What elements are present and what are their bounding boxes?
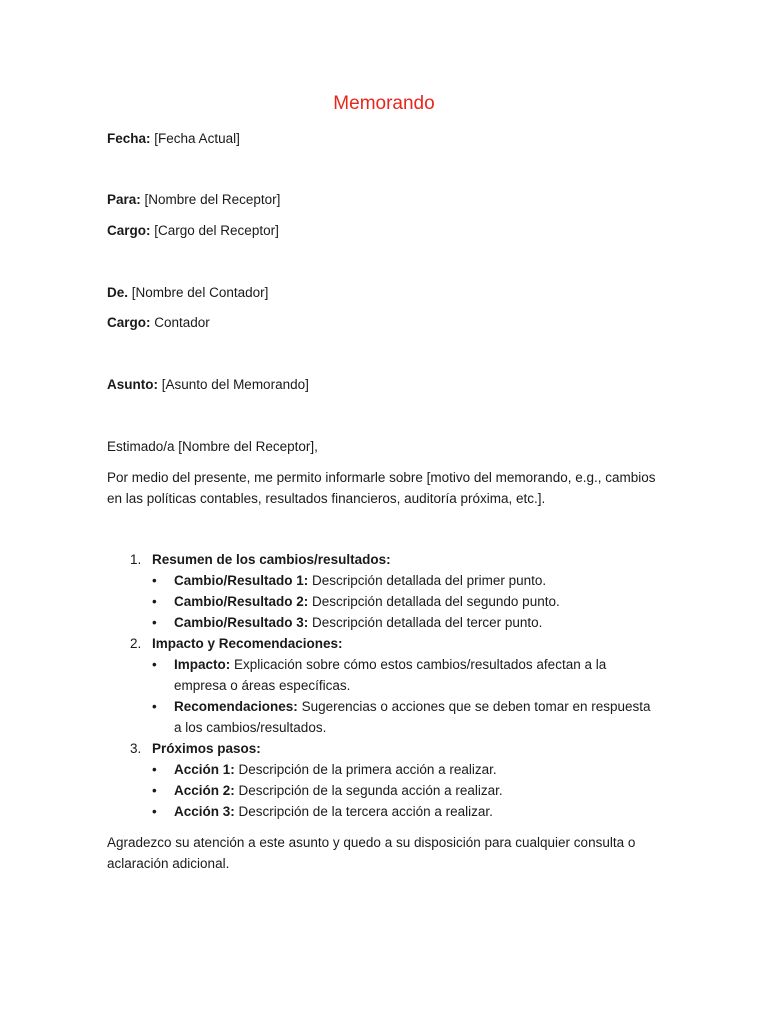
list-item-label: Cambio/Resultado 2:: [174, 594, 309, 609]
list-item: [152, 801, 659, 822]
bullet-icon: •: [152, 762, 157, 777]
list-item-text: Descripción detallada del tercer punto.: [312, 615, 543, 630]
asunto-line: [107, 375, 309, 395]
bullet-icon: •: [152, 783, 157, 798]
section-heading: Próximos pasos:: [152, 741, 261, 756]
section-heading: Resumen de los cambios/resultados:: [152, 552, 391, 567]
para-line: [107, 190, 280, 210]
bullet-icon: •: [152, 573, 157, 588]
list-item: [152, 591, 659, 612]
fecha-line: [107, 129, 240, 149]
fecha-value: [Fecha Actual]: [154, 131, 240, 146]
bullet-icon: •: [152, 615, 157, 630]
cargo-contador-value: Contador: [154, 315, 210, 330]
section-number: 1.: [130, 552, 142, 567]
list-item-text: Descripción de la primera acción a realizar.: [238, 762, 497, 777]
intro-paragraph: Por medio del presente, me permito informarle sobre [motivo del memorando, e.g., cambios en las políticas contables, resultados financieros, auditoría próxima, etc.].: [107, 470, 656, 506]
section-1: [107, 549, 667, 633]
cargo-receptor-label: Cargo:: [107, 223, 151, 238]
list-item: [152, 654, 659, 696]
para-value: [Nombre del Receptor]: [144, 192, 281, 207]
list-item: [152, 759, 659, 780]
list-item-label: Cambio/Resultado 1:: [174, 573, 309, 588]
list-item: [152, 612, 659, 633]
section-heading: Impacto y Recomendaciones:: [152, 636, 343, 651]
list-item-text: Explicación sobre cómo estos cambios/resultados afectan a la empresa o áreas específicas.: [174, 657, 607, 693]
asunto-value: [Asunto del Memorando]: [161, 377, 309, 392]
list-item: [152, 570, 659, 591]
list-item-text: Sugerencias o acciones que se deben tomar en respuesta a los cambios/resultados.: [174, 699, 651, 735]
bullet-icon: •: [152, 594, 157, 609]
de-label: De.: [107, 285, 129, 300]
section-number: 2.: [130, 636, 142, 651]
list-item-text: Descripción de la segunda acción a realizar.: [238, 783, 503, 798]
list-item-label: Recomendaciones:: [174, 699, 298, 714]
list-item-text: Descripción de la tercera acción a realizar.: [238, 804, 493, 819]
de-value: [Nombre del Contador]: [131, 285, 269, 300]
list-item-text: Descripción detallada del primer punto.: [312, 573, 547, 588]
closing-paragraph: Agradezco su atención a este asunto y quedo a su disposición para cualquier consulta o aclaración adicional.: [107, 835, 636, 871]
cargo-contador-label: Cargo:: [107, 315, 151, 330]
asunto-label: Asunto:: [107, 377, 158, 392]
list-item-label: Impacto:: [174, 657, 231, 672]
memo-title: Memorando: [333, 93, 435, 114]
bullet-icon: •: [152, 804, 157, 819]
list-item: [152, 780, 659, 801]
section-number: 3.: [130, 741, 142, 756]
list-item-label: Acción 1:: [174, 762, 235, 777]
memo-sections-list: [107, 549, 667, 822]
cargo-receptor-line: [107, 221, 279, 241]
section-2: [107, 633, 667, 738]
list-item-label: Acción 3:: [174, 804, 235, 819]
greeting: Estimado/a [Nombre del Receptor],: [107, 439, 318, 454]
bullet-icon: •: [152, 657, 157, 672]
cargo-receptor-value: [Cargo del Receptor]: [154, 223, 279, 238]
section-3: [107, 738, 667, 822]
bullet-icon: •: [152, 699, 157, 714]
de-line: [107, 283, 268, 303]
list-item: [152, 696, 659, 738]
fecha-label: Fecha:: [107, 131, 151, 146]
para-label: Para:: [107, 192, 141, 207]
cargo-contador-line: [107, 313, 210, 333]
list-item-label: Acción 2:: [174, 783, 235, 798]
list-item-text: Descripción detallada del segundo punto.: [312, 594, 560, 609]
list-item-label: Cambio/Resultado 3:: [174, 615, 309, 630]
